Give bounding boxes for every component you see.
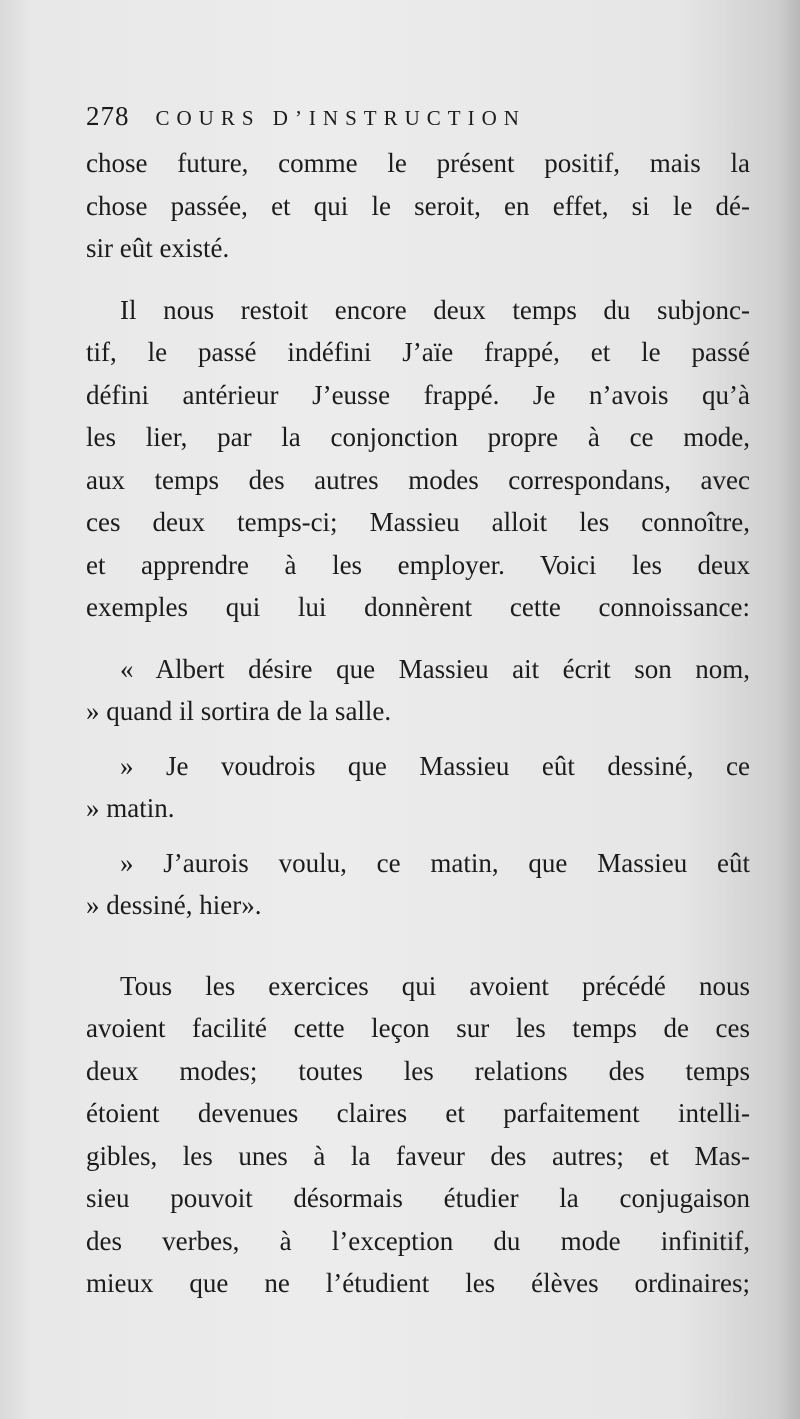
- paragraph-subjunctive: [86, 289, 750, 629]
- paragraph-exercises: [86, 965, 750, 1305]
- text-line: sieu pouvoit désormais étudier la conjugaison: [86, 1183, 750, 1213]
- text-line: chose passée, et qui le seroit, en effet, si le dé-: [86, 190, 750, 221]
- quote-example-2: [86, 745, 750, 830]
- text-line: deux modes; toutes les relations des temps: [86, 1055, 750, 1086]
- text-line: avoient facilité cette leçon sur les temps de ces: [86, 1013, 750, 1043]
- text-line: » quand il sortira de la salle.: [86, 696, 392, 726]
- quote-example-3: [86, 842, 750, 927]
- text-line: gibles, les unes à la faveur des autres; et Mas-: [86, 1140, 750, 1171]
- text-line: ces deux temps-ci; Massieu alloit les connoître,: [86, 507, 750, 537]
- text-line: » J’aurois voulu, ce matin, que Massieu eût: [120, 847, 750, 878]
- text-line: chose future, comme le présent positif, mais la: [86, 148, 750, 178]
- text-line: et apprendre à les employer. Voici les deux: [86, 549, 750, 580]
- text-line: défini antérieur J’eusse frappé. Je n’avois qu’à: [86, 379, 750, 410]
- text-line: Il nous restoit encore deux temps du subjonc-: [120, 294, 750, 325]
- running-head: [86, 96, 746, 136]
- body-text: [86, 142, 750, 1305]
- text-line: les lier, par la conjonction propre à ce mode,: [86, 422, 750, 452]
- quote-example-1: [86, 648, 750, 733]
- text-line: étoient devenues claires et parfaitement intelli-: [86, 1098, 750, 1128]
- text-line: » dessiné, hier».: [86, 890, 262, 920]
- text-line: mieux que ne l’étudient les élèves ordinaires;: [86, 1268, 750, 1298]
- running-title: COURS D’INSTRUCTION: [155, 106, 526, 130]
- text-line: exemples qui lui donnèrent cette connoissance:: [86, 592, 750, 622]
- text-line: aux temps des autres modes correspondans, avec: [86, 464, 750, 495]
- text-line: tif, le passé indéfini J’aïe frappé, et le passé: [86, 337, 750, 367]
- page-number: 278: [86, 101, 130, 131]
- paragraph-continuation: [86, 142, 750, 270]
- text-line: Tous les exercices qui avoient précédé nous: [120, 970, 750, 1001]
- text-line: » Je voudrois que Massieu eût dessiné, ce: [120, 750, 750, 781]
- text-line: sir eût existé.: [86, 233, 230, 263]
- text-line: des verbes, à l’exception du mode infinitif,: [86, 1225, 750, 1256]
- text-line: « Albert désire que Massieu ait écrit son nom,: [120, 653, 750, 684]
- text-line: » matin.: [86, 793, 175, 823]
